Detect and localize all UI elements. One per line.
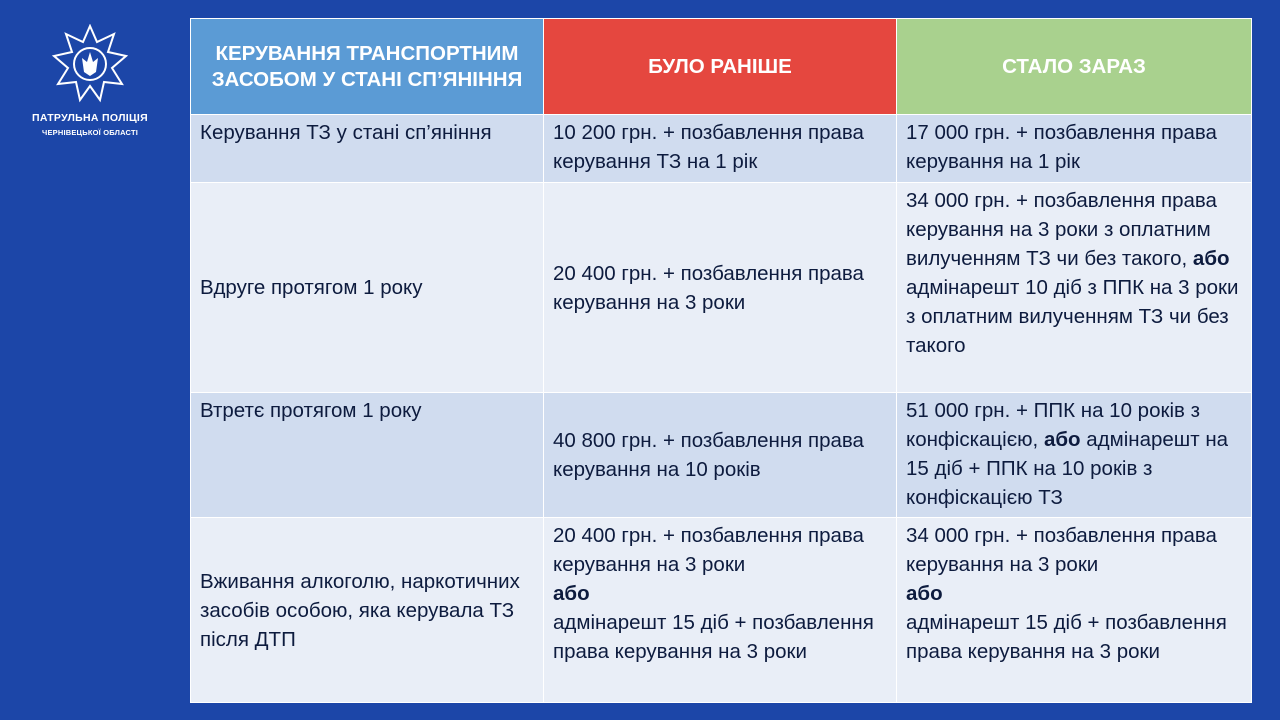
cell-now-or: або: [1043, 428, 1081, 451]
cell-before-part-b: адмінарешт 15 діб + позбавлення права керування на 3 роки: [553, 611, 874, 663]
cell-before: 40 800 грн. + позбавлення права керування на 10 років: [544, 393, 897, 518]
cell-offense: Вдруге протягом 1 року: [191, 183, 544, 393]
cell-now: [897, 518, 1252, 703]
police-logo: [30, 24, 150, 137]
cell-now: [897, 183, 1252, 393]
police-star-emblem-icon: [50, 24, 130, 104]
table-row: [191, 115, 1252, 183]
cell-now-part-b: адмінарешт на 15 діб + ППК на 10 років з конфіскацією ТЗ: [906, 428, 1229, 509]
cell-now: 17 000 грн. + позбавлення права керування на 1 рік: [897, 115, 1252, 183]
header-before: БУЛО РАНІШЕ: [544, 19, 897, 115]
fines-comparison-table: [190, 18, 1252, 703]
header-offense: КЕРУВАННЯ ТРАНСПОРТНИМ ЗАСОБОМ У СТАНІ СП’ЯНІННЯ: [191, 19, 544, 115]
cell-now-or: або: [906, 582, 943, 605]
cell-offense: Керування ТЗ у стані сп’яніння: [191, 115, 544, 183]
cell-before: 10 200 грн. + позбавлення права керування ТЗ на 1 рік: [544, 115, 897, 183]
cell-before: [544, 518, 897, 703]
cell-offense: Вживання алкоголю, наркотичних засобів особою, яка керувала ТЗ після ДТП: [191, 518, 544, 703]
cell-now: [897, 393, 1252, 518]
table-row: [191, 518, 1252, 703]
table-row: [191, 183, 1252, 393]
cell-now-or: або: [1192, 247, 1230, 270]
cell-now-part-a: 34 000 грн. + позбавлення права керування на 3 роки: [906, 524, 1217, 576]
cell-offense: Втретє протягом 1 року: [191, 393, 544, 518]
org-region: ЧЕРНІВЕЦЬКОЇ ОБЛАСТІ: [41, 128, 139, 137]
cell-before-part-a: 20 400 грн. + позбавлення права керування на 3 роки: [553, 524, 864, 576]
cell-now-part-b: адмінарешт 15 діб + позбавлення права керування на 3 роки: [906, 611, 1227, 663]
cell-now-part-b: адмінарешт 10 діб з ППК на 3 роки з оплатним вилученням ТЗ чи без такого: [906, 276, 1239, 357]
table-header-row: [191, 19, 1252, 115]
cell-before-or: або: [553, 582, 590, 605]
cell-before: 20 400 грн. + позбавлення права керування на 3 роки: [544, 183, 897, 393]
table-row: [191, 393, 1252, 518]
org-name: ПАТРУЛЬНА ПОЛІЦІЯ: [32, 112, 148, 124]
header-now: СТАЛО ЗАРАЗ: [897, 19, 1252, 115]
cell-now-part-a: 34 000 грн. + позбавлення права керування на 3 роки з оплатним вилученням ТЗ чи без такого,: [906, 189, 1217, 270]
cell-now-part-a: 51 000 грн. + ППК на 10 років з конфіскацією,: [906, 399, 1200, 451]
